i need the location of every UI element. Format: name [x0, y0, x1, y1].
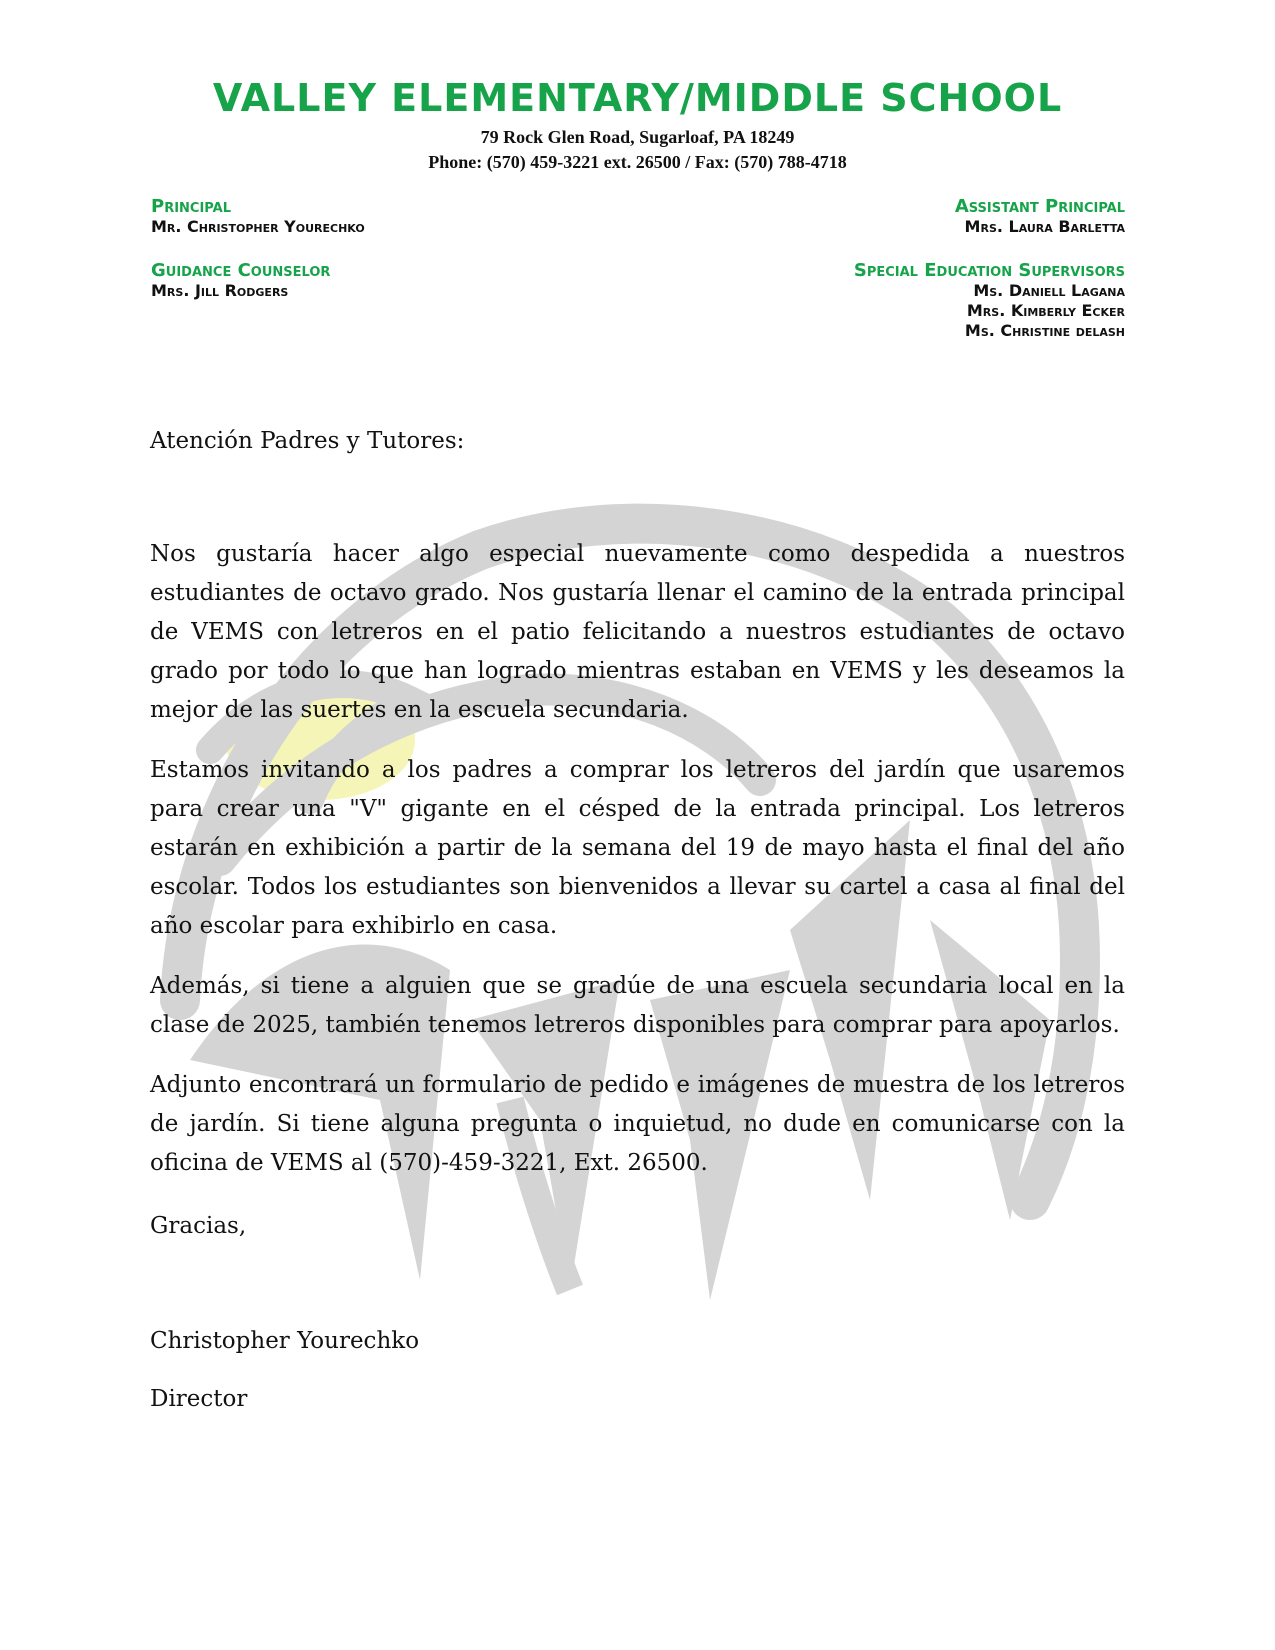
- signer-title: Director: [150, 1386, 248, 1412]
- letter-paragraph: Estamos invitando a los padres a comprar los letreros del jardín que usaremos para crear una "V" gigante en el césped de la entrada principal. Los letreros estarán en exhibición a partir de la semana del 19 de mayo hasta el final del año escolar. Todos los estudiantes son bienvenidos a llevar su cartel a casa al final del año escolar para exhibirlo en casa.: [150, 757, 1125, 939]
- closing: Gracias,: [150, 1213, 247, 1239]
- principal-name: Mr. Christopher Yourechko: [151, 217, 365, 236]
- greeting: Atención Padres y Tutores:: [150, 428, 465, 454]
- school-phone-fax: Phone: (570) 459-3221 ext. 26500 / Fax: (570) 788-4718: [428, 152, 847, 172]
- special-education-name: Ms. Daniell Lagana: [973, 281, 1125, 300]
- special-education-role: Special Education Supervisors: [853, 260, 1125, 281]
- principal-role: Principal: [151, 196, 231, 217]
- letter-body: [150, 535, 1125, 1204]
- letter-paragraph: Adjunto encontrará un formulario de pedido e imágenes de muestra de los letreros de jardín. Si tiene alguna pregunta o inquietud, no dude en comunicarse con la oficina de VEMS al (570)-459-3221, Ext. 26500.: [150, 1072, 1125, 1176]
- assistant-principal-block: [955, 196, 1125, 237]
- principal-block: [151, 196, 365, 237]
- assistant-principal-name: Mrs. Laura Barletta: [964, 217, 1125, 236]
- school-address: 79 Rock Glen Road, Sugarloaf, PA 18249: [480, 127, 795, 147]
- special-education-name: Mrs. Kimberly Ecker: [966, 301, 1125, 320]
- special-education-name: Ms. Christine delash: [964, 321, 1125, 340]
- school-name: VALLEY ELEMENTARY/MIDDLE SCHOOL: [212, 76, 1063, 120]
- guidance-counselor-name: Mrs. Jill Rodgers: [151, 281, 289, 300]
- letter-paragraph: Nos gustaría hacer algo especial nuevamente como despedida a nuestros estudiantes de octavo grado. Nos gustaría llenar el camino de la entrada principal de VEMS con letreros en el patio felicitando a nuestros estudiantes de octavo grado por todo lo que han logrado mientras estaban en VEMS y les deseamos la mejor de las suertes en la escuela secundaria.: [150, 541, 1125, 723]
- letter-paragraph: Además, si tiene a alguien que se gradúe de una escuela secundaria local en la clase de 2025, también tenemos letreros disponibles para comprar para apoyarlos.: [150, 973, 1125, 1038]
- special-education-block: [854, 260, 1125, 341]
- guidance-counselor-role: Guidance Counselor: [151, 260, 331, 281]
- guidance-counselor-block: [151, 260, 330, 301]
- signer-name: Christopher Yourechko: [150, 1328, 420, 1354]
- assistant-principal-role: Assistant Principal: [954, 196, 1125, 217]
